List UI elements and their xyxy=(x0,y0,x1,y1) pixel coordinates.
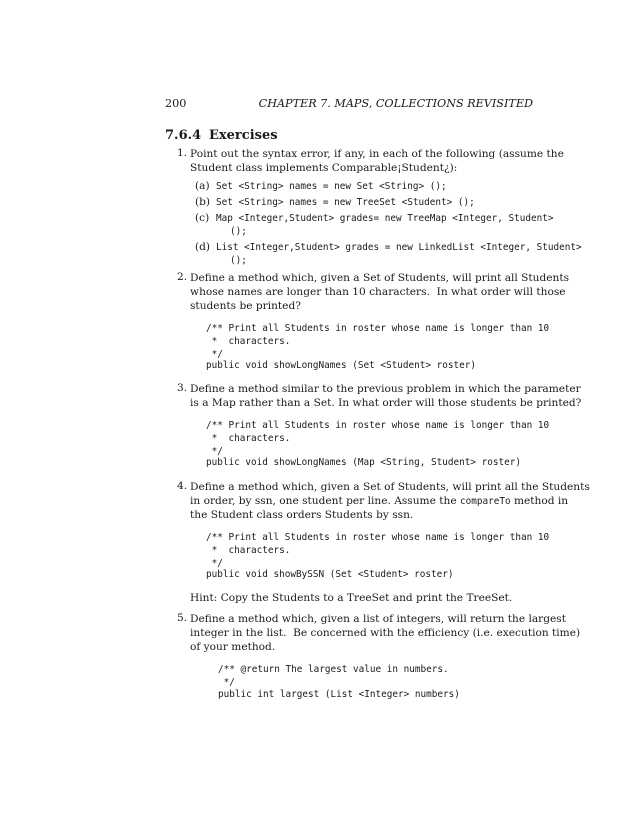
code-line: (); xyxy=(230,255,247,266)
part-label: (b) xyxy=(195,196,211,208)
exercise-text-line: Define a method similar to the previous problem in which the parameter xyxy=(190,383,581,395)
inline-code: compareTo xyxy=(459,496,511,507)
code-line: Map <Integer,Student> grades= new TreeMap <Integer, Student> xyxy=(216,213,554,224)
exercise-number: 2. xyxy=(177,271,188,283)
exercise-text-line: students be printed? xyxy=(190,300,301,312)
code-line: */ xyxy=(206,558,223,569)
code-line: public void showLongNames (Map <String, Student> roster) xyxy=(206,457,522,468)
exercise-number: 1. xyxy=(177,147,188,159)
code-line: * characters. xyxy=(206,433,291,444)
section-number: 7.6.4 xyxy=(165,128,202,143)
exercise-text-line: is a Map rather than a Set. In what order will those students be printed? xyxy=(190,397,582,409)
code-line: /** @return The largest value in numbers. xyxy=(218,664,449,675)
exercise-text-line: Define a method which, given a list of integers, will return the largest xyxy=(190,613,566,625)
part-label: (d) xyxy=(195,241,211,253)
code-line: /** Print all Students in roster whose name is longer than 10 xyxy=(206,420,550,431)
exercise-number: 5. xyxy=(177,612,188,624)
code-line: */ xyxy=(206,349,223,360)
code-line: * characters. xyxy=(206,545,291,556)
code-line: public void showBySSN (Set <Student> roster) xyxy=(206,569,454,580)
exercise-text-segment: method in xyxy=(510,495,569,507)
code-line: public int largest (List <Integer> numbers) xyxy=(218,689,460,700)
exercise-text-line: Define a method which, given a Set of Students, will print all Students xyxy=(190,272,570,284)
code-line: Set <String> names = new TreeSet <Student> (); xyxy=(216,197,475,208)
code-line: * characters. xyxy=(206,336,291,347)
code-line: List <Integer,Student> grades = new LinkedList <Integer, Student> xyxy=(216,242,582,253)
exercise-number: 3. xyxy=(177,382,188,394)
page-header xyxy=(165,97,533,113)
exercise-text-line: Student class implements Comparable¡Student¿): xyxy=(190,162,458,174)
part-label: (a) xyxy=(195,180,210,192)
exercise-text-segment: in order, by ssn, one student per line. Assume the xyxy=(190,495,457,507)
section-title: Exercises xyxy=(209,128,278,143)
hint-text: Hint: Copy the Students to a TreeSet and print the TreeSet. xyxy=(190,592,513,604)
part-label: (c) xyxy=(195,212,210,224)
section-heading xyxy=(165,128,278,143)
exercise-text-line: integer in the list. Be concerned with the efficiency (i.e. execution time) xyxy=(190,627,581,639)
page-number: 200 xyxy=(165,97,187,110)
code-line: public void showLongNames (Set <Student> roster) xyxy=(206,360,477,371)
code-line: (); xyxy=(230,226,247,237)
exercise-number: 4. xyxy=(177,480,188,492)
code-line: /** Print all Students in roster whose name is longer than 10 xyxy=(206,323,550,334)
chapter-title: CHAPTER 7. MAPS, COLLECTIONS REVISITED xyxy=(258,97,533,110)
exercise-text-line: Define a method which, given a Set of Students, will print all the Students xyxy=(190,481,590,493)
code-line: Set <String> names = new Set <String> (); xyxy=(216,181,447,192)
exercise-text-line: of your method. xyxy=(190,641,276,653)
exercise-text-line: Point out the syntax error, if any, in each of the following (assume the xyxy=(190,148,564,160)
exercise-text-line: the Student class orders Students by ssn. xyxy=(190,509,414,521)
exercise-text-line: whose names are longer than 10 characters. In what order will those xyxy=(190,286,566,298)
code-line: /** Print all Students in roster whose name is longer than 10 xyxy=(206,532,550,543)
code-line: */ xyxy=(218,677,235,688)
code-line: */ xyxy=(206,446,223,457)
